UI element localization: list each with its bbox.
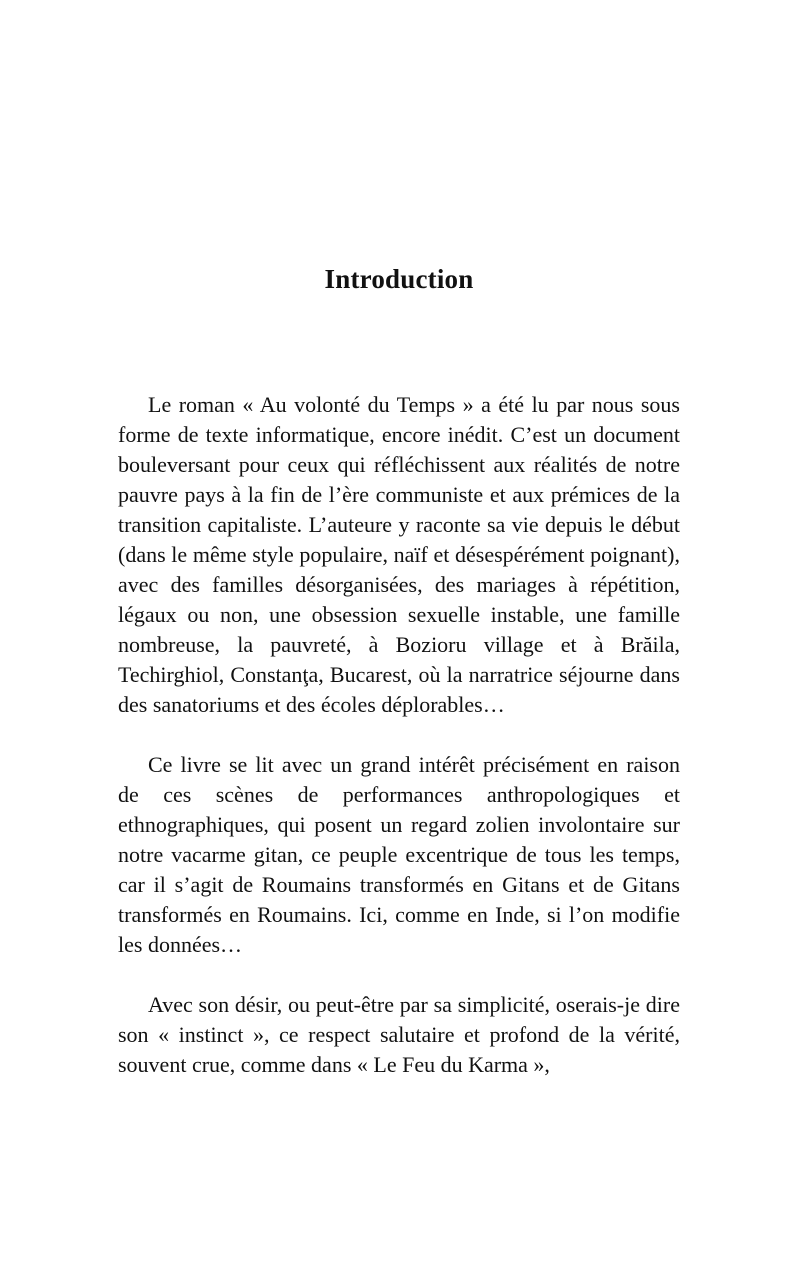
page-title: Introduction bbox=[324, 264, 474, 294]
body-text bbox=[118, 390, 680, 1110]
paragraph: Ce livre se lit avec un grand intérêt précisément en raison de ces scènes de performances anthropologiques et ethnographiques, qui posent un regard zolien involontaire sur notre vacarme gitan, ce peuple excentrique de tous les temps, car il s’agit de Roumains transformés en Gitans et de Gitans transformés en Roumains. Ici, comme en Inde, si l’on modifie les données… bbox=[118, 752, 680, 957]
paragraph: Le roman « Au volonté du Temps » a été lu par nous sous forme de texte informatique, encore inédit. C’est un document bouleversant pour ceux qui réfléchissent aux réalités de notre pauvre pays à la fin de l’ère communiste et aux prémices de la transition capitaliste. L’auteure y raconte sa vie depuis le début (dans le même style populaire, naïf et désespérément poignant), avec des familles désorganisées, des mariages à répétition, légaux ou non, une obsession sexuelle instable, une famille nombreuse, la pauvreté, à Bozioru village et à Brăila, Techirghiol, Constanţa, Bucarest, où la narratrice séjourne dans des sanatoriums et des écoles déplorables… bbox=[118, 392, 680, 717]
paragraph: Avec son désir, ou peut-être par sa simplicité, oserais-je dire son « instinct », ce respect salutaire et profond de la vérité, souvent crue, comme dans « Le Feu du Karma », bbox=[118, 992, 680, 1077]
